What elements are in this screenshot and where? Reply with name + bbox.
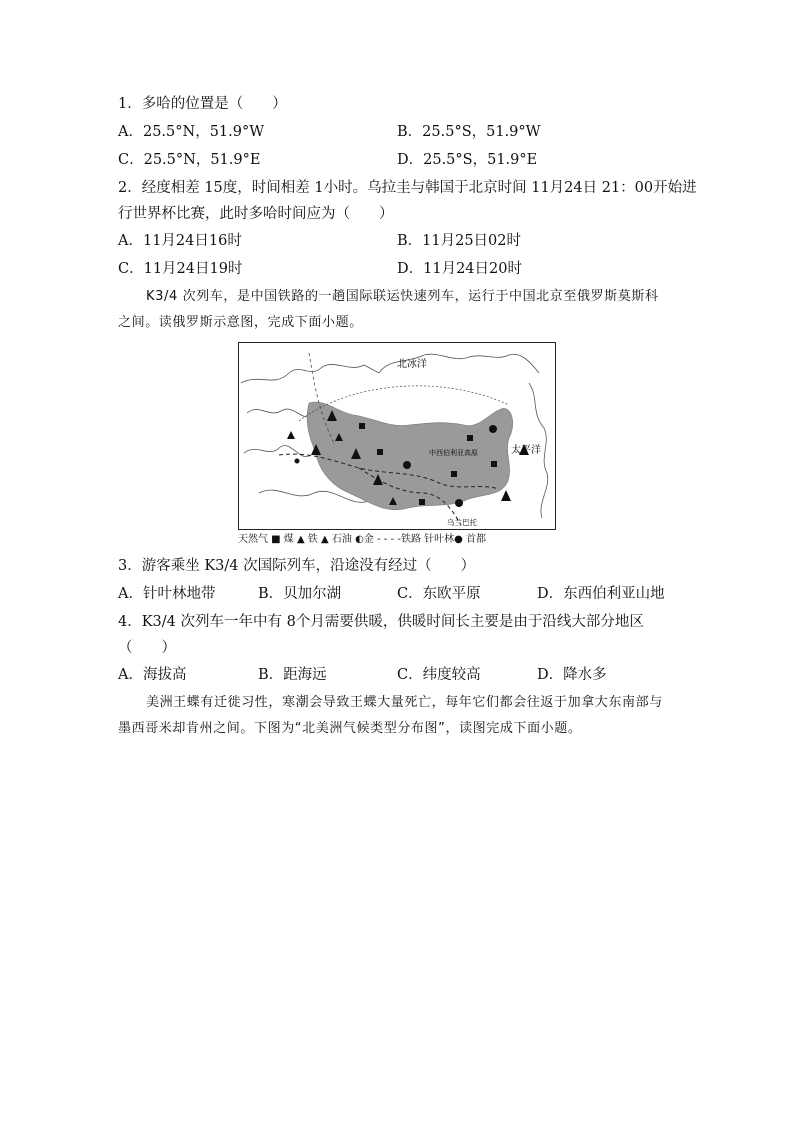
q4-stem-line1: 4．K3/4 次列车一年中有 8个月需要供暖，供暖时间长主要是由于沿线大部分地区 [118, 614, 644, 630]
q4-option-a: A．海拔高 [118, 667, 187, 683]
q3-option-c: C．东欧平原 [397, 586, 481, 602]
q2-option-d: D．11月24日20时 [397, 261, 522, 277]
gold-symbol [489, 425, 497, 433]
iron-symbol [287, 431, 295, 439]
russia-map [238, 342, 556, 530]
passage1-line1: K3/4 次列车，是中国铁路的一趟国际联运快速列车，运行于中国北京至俄罗斯莫斯科 [146, 289, 659, 304]
map-legend: 天然气 ■ 煤 ▲ 铁 ▲ 石油 ◐金 - - - -铁路 针叶林● 首都 [238, 534, 487, 545]
pacific-ocean-label: 太平洋 [511, 445, 541, 456]
coniferous-forest-zone [307, 402, 513, 510]
q2-stem-line2: 行世界杯比赛，此时多哈时间应为（ ） [118, 206, 394, 222]
coal-symbol [419, 499, 425, 505]
capital-symbol [295, 459, 300, 464]
oil-symbol [501, 490, 511, 501]
siberia-plateau-label: 中西伯利亚高原 [429, 449, 478, 457]
passage2-line2: 墨西哥米却肯州之间。下图为“北美洲气候类型分布图”，读图完成下面小题。 [118, 721, 582, 736]
q2-option-b: B．11月25日02时 [397, 233, 522, 249]
q2-option-c: C．11月24日19时 [118, 261, 243, 277]
q1-option-d: D．25.5°S，51.9°E [397, 152, 538, 168]
q1-option-a: A．25.5°N，51.9°W [118, 124, 265, 140]
coal-symbol [467, 435, 473, 441]
coal-symbol [491, 461, 497, 467]
coastline [244, 409, 314, 457]
passage2-line1: 美洲王蝶有迁徙习性，寒潮会导致王蝶大量死亡，每年它们都会往返于加拿大东南部与 [146, 695, 663, 710]
q4-option-d: D．降水多 [537, 667, 607, 683]
q1-stem: 1．多哈的位置是（ ） [118, 96, 287, 112]
gold-symbol [403, 461, 411, 469]
russia-map-graphic [239, 343, 555, 529]
q1-option-c: C．25.5°N，51.9°E [118, 152, 261, 168]
gold-symbol [455, 499, 463, 507]
q2-option-a: A．11月24日16时 [118, 233, 242, 249]
q4-stem-line2: （ ） [118, 640, 176, 656]
q4-option-c: C．纬度较高 [397, 667, 481, 683]
q3-option-a: A．针叶林地带 [118, 586, 216, 602]
coal-symbol [377, 449, 383, 455]
ulaanbaatar-label: 乌兰巴托 [447, 518, 477, 527]
arctic-ocean-label: 北冰洋 [397, 359, 427, 370]
q1-option-b: B．25.5°S，51.9°W [397, 124, 541, 140]
coal-symbol [359, 423, 365, 429]
q3-option-b: B．贝加尔湖 [258, 586, 342, 602]
passage1-line2: 之间。读俄罗斯示意图，完成下面小题。 [118, 315, 363, 330]
q3-option-d: D．东西伯利亚山地 [537, 586, 665, 602]
q2-stem-line1: 2．经度相差 15度，时间相差 1小时。乌拉圭与韩国于北京时间 11月24日 21：00开始进 [118, 180, 697, 196]
q4-option-b: B．距海远 [258, 667, 327, 683]
coastline [241, 354, 539, 383]
coal-symbol [451, 471, 457, 477]
q3-stem: 3．游客乘坐 K3/4 次国际列车，沿途没有经过（ ） [118, 558, 476, 574]
